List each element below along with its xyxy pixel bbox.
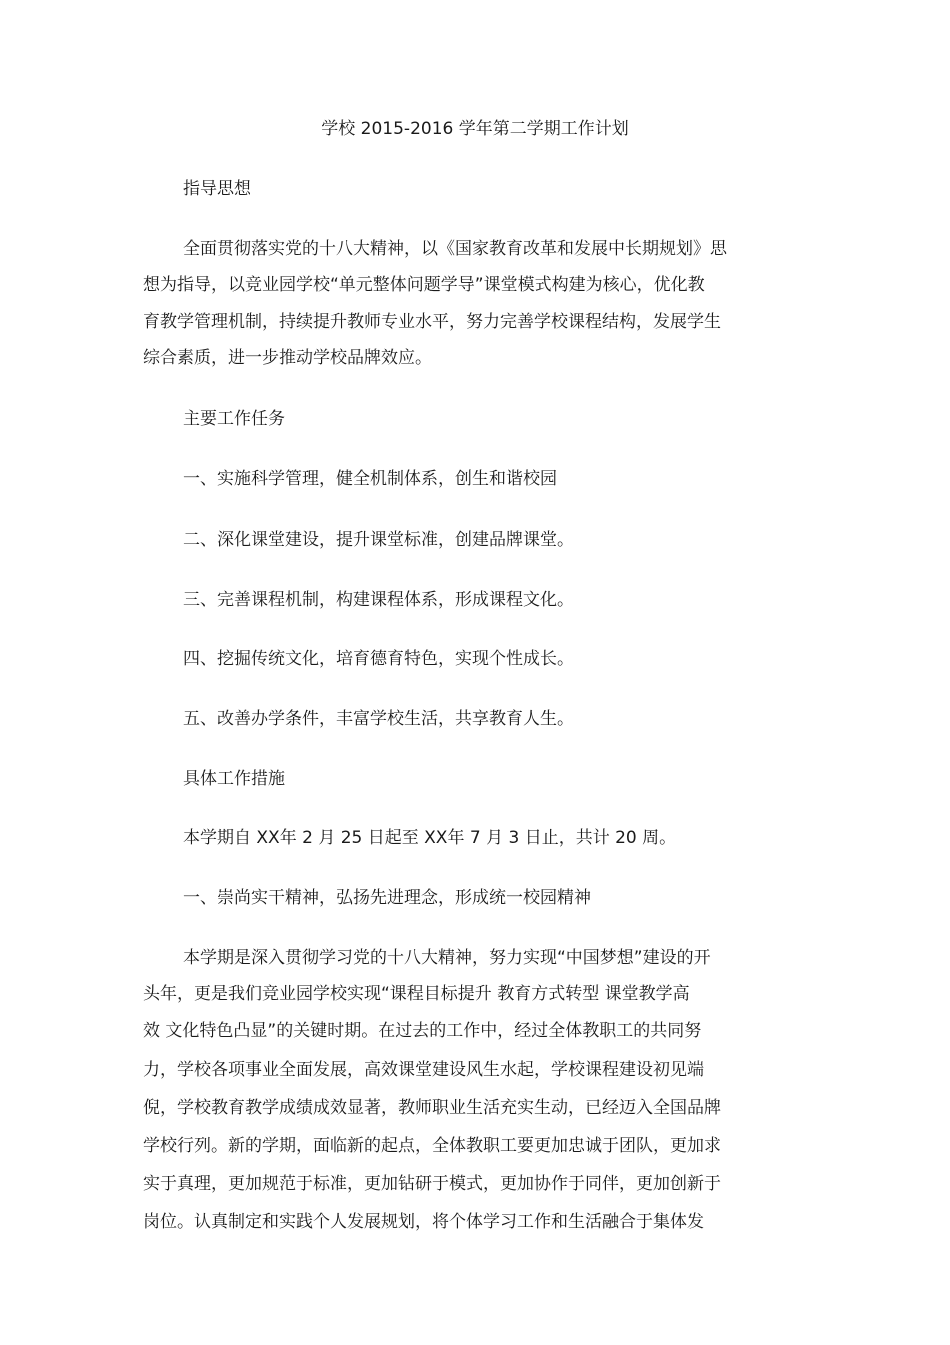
paragraph-line: 想为指导，以竞业园学校“单元整体问题学导”课堂模式构建为核心，优化教 <box>143 275 705 295</box>
section-heading-measures: 具体工作措施 <box>183 769 285 789</box>
document-title: 学校 2015-2016 学年第二学期工作计划 <box>321 119 629 139</box>
paragraph-line: 倪，学校教育教学成绩成效显著，教师职业生活充实生动，已经迈入全国品牌 <box>143 1098 721 1118</box>
paragraph-line: 岗位。认真制定和实践个人发展规划，将个体学习工作和生活融合于集体发 <box>143 1212 704 1232</box>
term-period: 本学期自 XX年 2 月 25 日起至 XX年 7 月 3 日止，共计 20 周。 <box>183 828 677 848</box>
task-item: 四、挖掘传统文化，培育德育特色，实现个性成长。 <box>183 649 574 669</box>
section-heading-guiding: 指导思想 <box>183 179 251 199</box>
task-item: 二、深化课堂建设，提升课堂标准，创建品牌课堂。 <box>183 530 574 550</box>
paragraph-line: 育教学管理机制，持续提升教师专业水平，努力完善学校课程结构，发展学生 <box>143 312 721 332</box>
paragraph-line: 效 文化特色凸显”的关键时期。在过去的工作中，经过全体教职工的共同努 <box>143 1021 702 1041</box>
paragraph-line: 实于真理，更加规范于标准，更加钻研于模式，更加协作于同伴，更加创新于 <box>143 1174 721 1194</box>
task-item: 五、改善办学条件，丰富学校生活，共享教育人生。 <box>183 709 574 729</box>
section-heading-tasks: 主要工作任务 <box>183 409 285 429</box>
paragraph-line: 全面贯彻落实党的十八大精神，以《国家教育改革和发展中长期规划》思 <box>183 239 727 259</box>
task-item: 一、实施科学管理，健全机制体系，创生和谐校园 <box>183 469 557 489</box>
task-item: 三、完善课程机制，构建课程体系，形成课程文化。 <box>183 590 574 610</box>
paragraph-line: 学校行列。新的学期，面临新的起点，全体教职工要更加忠诚于团队，更加求 <box>143 1136 721 1156</box>
paragraph-line: 综合素质，进一步推动学校品牌效应。 <box>143 348 432 368</box>
paragraph-line: 本学期是深入贯彻学习党的十八大精神，努力实现“中国梦想”建设的开 <box>183 948 711 968</box>
paragraph-line: 力，学校各项事业全面发展，高效课堂建设风生水起，学校课程建设初见端 <box>143 1060 704 1080</box>
paragraph-line: 头年，更是我们竞业园学校实现“课程目标提升 教育方式转型 课堂教学高 <box>143 984 690 1004</box>
measure-heading: 一、崇尚实干精神，弘扬先进理念，形成统一校园精神 <box>183 888 591 908</box>
